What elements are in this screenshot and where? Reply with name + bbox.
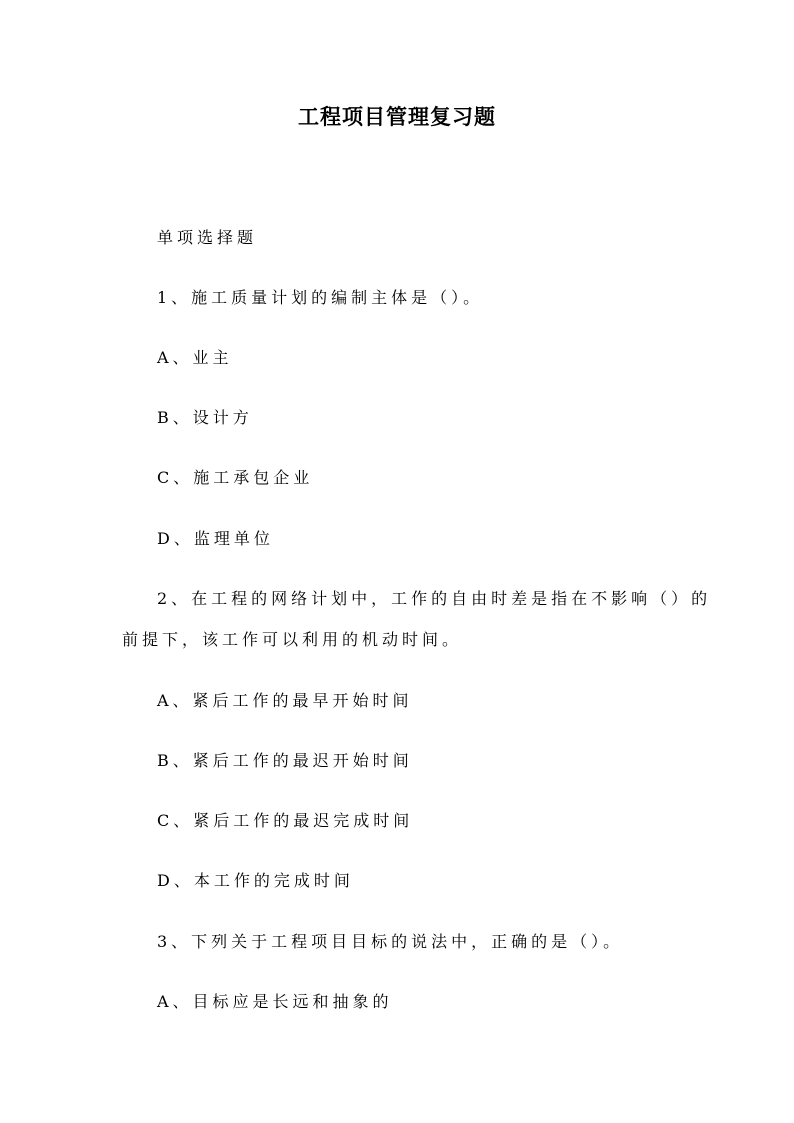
question-1-option-c: C、施工承包企业	[157, 468, 314, 487]
question-3-stem: 3、下列关于工程项目目标的说法中，正确的是（）。	[157, 932, 624, 951]
question-2-stem-line-2: 前提下，该工作可以利用的机动时间。	[122, 630, 463, 649]
question-2-option-c: C、紧后工作的最迟完成时间	[157, 811, 414, 830]
question-2-stem-line-1: 2、在工程的网络计划中，工作的自由时差是指在不影响（）的	[157, 589, 712, 608]
question-1-stem: 1、施工质量计划的编制主体是（）。	[157, 288, 484, 307]
document-title: 工程项目管理复习题	[298, 105, 496, 129]
question-1-option-a: A、业主	[157, 348, 233, 367]
question-1-option-d: D、监理单位	[157, 529, 274, 548]
question-2-option-b: B、紧后工作的最迟开始时间	[157, 751, 413, 770]
question-1-option-b: B、设计方	[157, 408, 253, 427]
question-2-option-d: D、本工作的完成时间	[157, 871, 354, 890]
question-2-option-a: A、紧后工作的最早开始时间	[157, 691, 413, 710]
question-3-option-a: A、目标应是长远和抽象的	[157, 992, 393, 1011]
section-heading: 单项选择题	[157, 228, 258, 247]
